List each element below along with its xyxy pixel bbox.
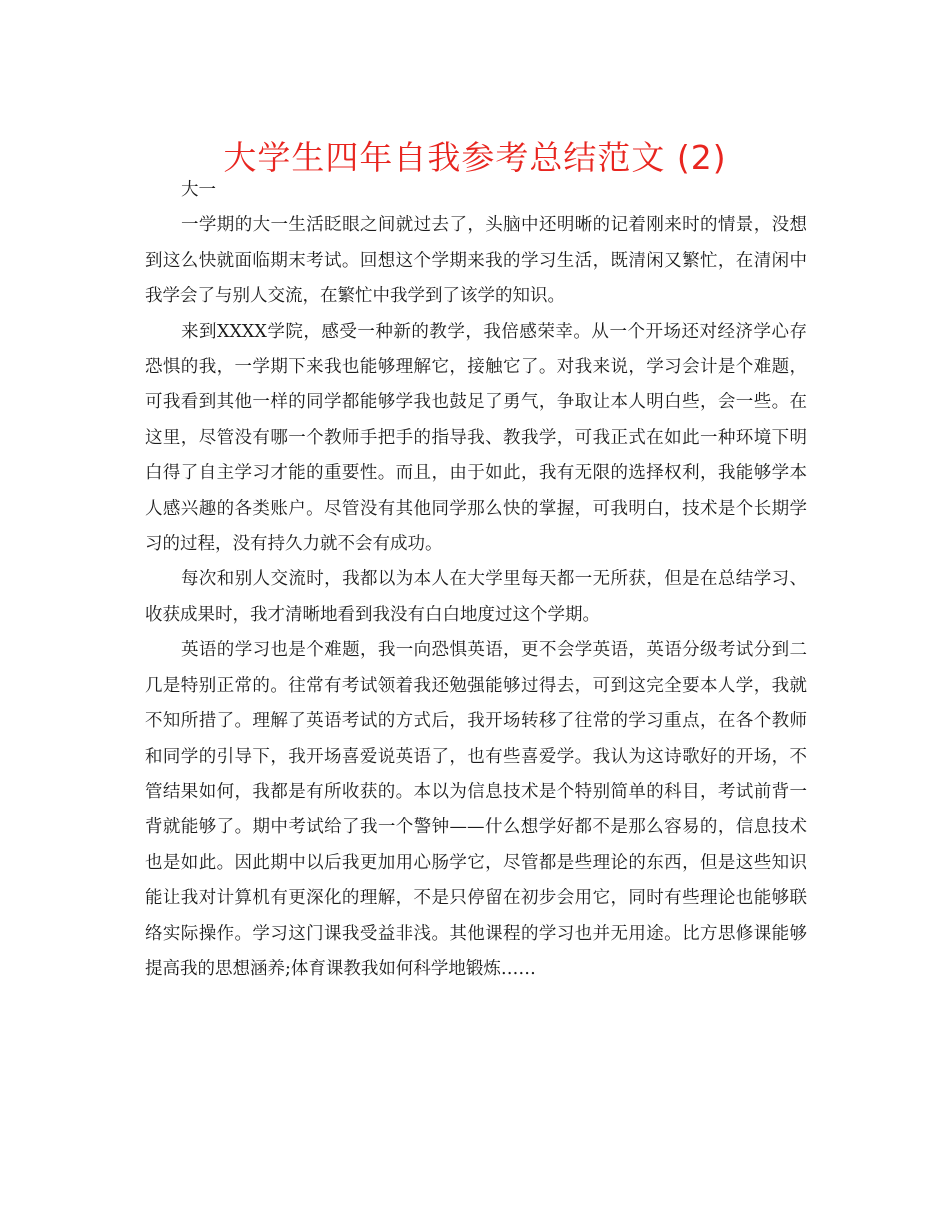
document-title: 大学生四年自我参考总结范文 (2) (223, 138, 727, 177)
paragraph: 每次和别人交流时，我都以为本人在大学里每天都一无所获，但是在总结学习、收获成果时，我才清晰地看到我没有白白地度过这个学期。 (145, 569, 807, 625)
paragraph: 一学期的大一生活眨眼之间就过去了，头脑中还明晰的记着刚来时的情景，没想到这么快就面临期末考试。回想这个学期来我的学习生活，既清闲又繁忙，在清闲中我学会了与别人交流，在繁忙中我学到了该学的知识。 (145, 215, 807, 307)
section-heading: 大一 (181, 180, 216, 200)
document-body (145, 173, 807, 987)
paragraph: 英语的学习也是个难题，我一向恐惧英语，更不会学英语，英语分级考试分到二几是特别正常的。往常有考试领着我还勉强能够过得去，可到这完全要本人学，我就不知所措了。理解了英语考试的方式后，我开场转移了往常的学习重点，在各个教师和同学的引导下，我开场喜爱说英语了，也有些喜爱学。我认为这诗歌好的开场，不管结果如何，我都是有所收获的。本以为信息技术是个特别简单的科目，考试前背一背就能够了。期中考试给了我一个警钟——什么想学好都不是那么容易的，信息技术也是如此。因此期中以后我更加用心肠学它，尽管都是些理论的东西，但是这些知识能让我对计算机有更深化的理解，不是只停留在初步会用它，同时有些理论也能够联络实际操作。学习这门课我受益非浅。其他课程的学习也并无用途。比方思修课能够提高我的思想涵养;体育课教我如何科学地锻炼…… (145, 640, 807, 979)
paragraph: 来到XXXX学院，感受一种新的教学，我倍感荣幸。从一个开场还对经济学心存恐惧的我，一学期下来我也能够理解它，接触它了。对我来说，学习会计是个难题，可我看到其他一样的同学都能够学我也鼓足了勇气，争取让本人明白些，会一些。在这里，尽管没有哪一个教师手把手的指导我、教我学，可我正式在如此一种环境下明白得了自主学习才能的重要性。而且，由于如此，我有无限的选择权利，我能够学本人感兴趣的各类账户。尽管没有其他同学那么快的掌握，可我明白，技术是个长期学习的过程，没有持久力就不会有成功。 (145, 321, 807, 555)
